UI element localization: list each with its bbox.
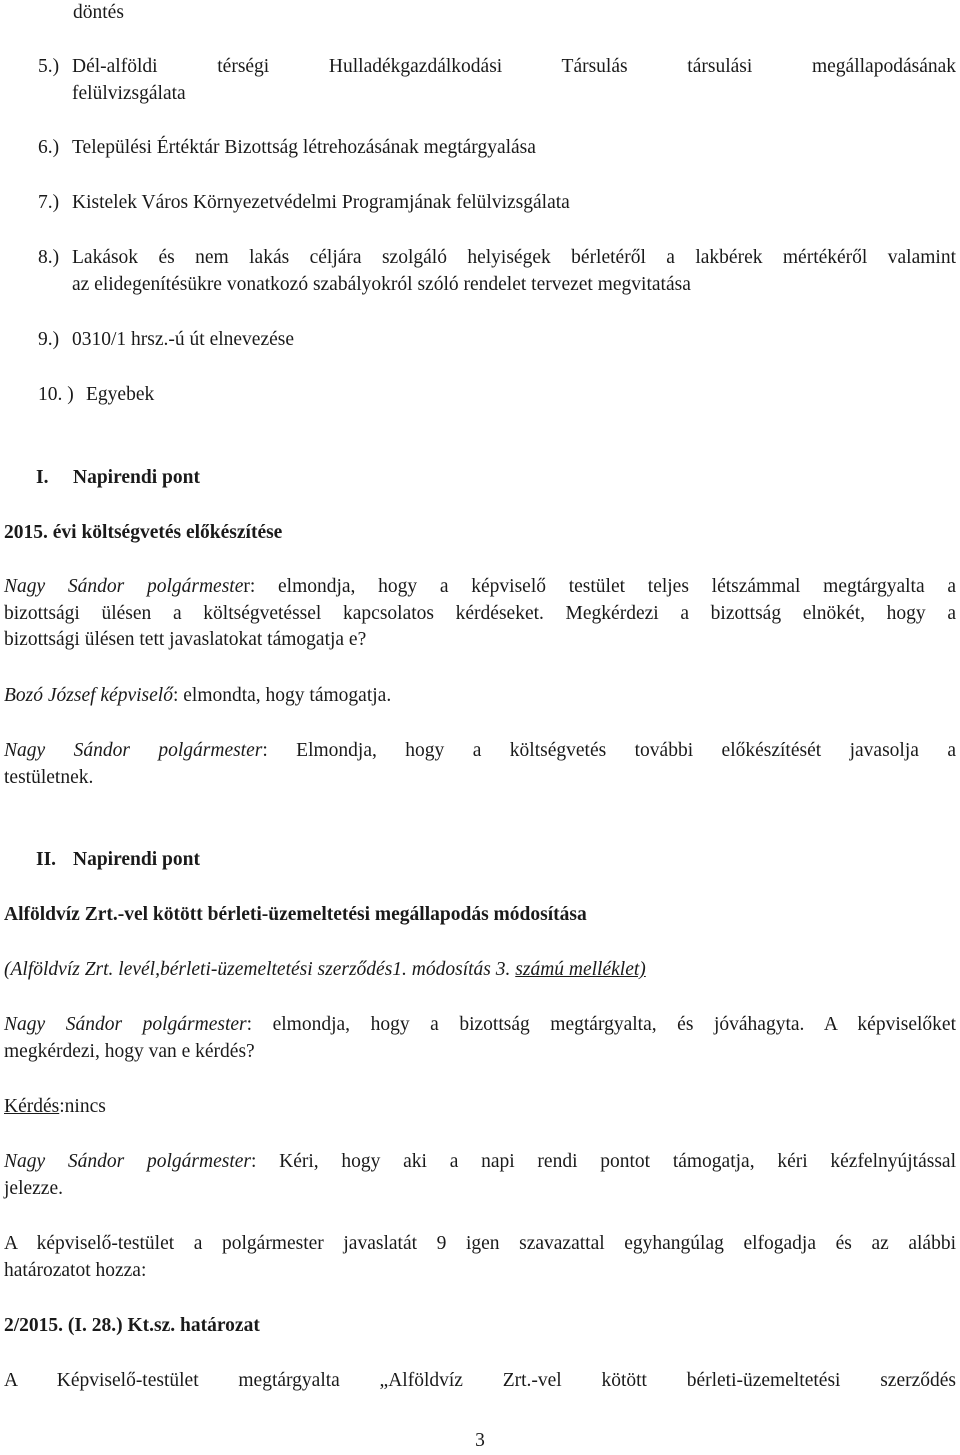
item-text: Egyebek xyxy=(86,384,155,405)
list-item xyxy=(38,135,956,162)
item-text: 0310/1 hrsz.-ú út elnevezése xyxy=(72,329,295,350)
paragraph xyxy=(4,738,956,791)
resolution-text: A Képviselő-testület megtárgyalta „Alföldvíz Zrt.-vel kötött bérleti-üzemeltetési szerződés xyxy=(4,1370,956,1391)
speaker-name: Bozó József képviselő xyxy=(4,685,173,706)
paragraph-text: : elmondja, hogy a bizottság megtárgyalta, és jóváhagyta. A képviselőket xyxy=(246,1014,956,1035)
text-fragment: döntés xyxy=(73,2,124,23)
paragraph xyxy=(4,1012,956,1065)
paragraph-text: A képviselő-testület a polgármester javaslatát 9 igen szavazattal egyhangúlag elfogadja és az alábbi xyxy=(4,1233,956,1254)
paragraph-text: bizottsági ülésen a költségvetéssel kapcsolatos kérdéseket. Megkérdezi a bizottság elnökét, hogy a xyxy=(4,602,956,624)
item-number: 7.) xyxy=(38,192,60,213)
speaker-name: Nagy Sándor polgármeste xyxy=(4,576,244,597)
list-item xyxy=(38,382,956,409)
speaker-name: Nagy Sándor polgármester xyxy=(4,1014,247,1035)
paragraph xyxy=(4,1149,956,1202)
attachment-note xyxy=(4,957,646,984)
item-text-cont: felülvizsgálata xyxy=(72,82,186,104)
section-heading: Napirendi pont xyxy=(73,467,200,488)
item-number: 5.) xyxy=(38,56,60,77)
item-number: 9.) xyxy=(38,329,60,350)
paragraph-text: testületnek. xyxy=(4,766,94,788)
question-line xyxy=(4,1094,106,1121)
speaker-name: Nagy Sándor polgármester xyxy=(4,740,263,761)
section-heading: Napirendi pont xyxy=(73,849,200,870)
paragraph-text: r: elmondja, hogy a képviselő testület teljes létszámmal megtárgyalta a xyxy=(243,576,956,597)
list-item xyxy=(38,327,956,354)
paragraph-text: : Elmondja, hogy a költségvetés további előkészítését javasolja a xyxy=(262,740,956,761)
list-item xyxy=(38,245,956,298)
question-label: Kérdés xyxy=(4,1096,60,1117)
section-subject: 2015. évi költségvetés előkészítése xyxy=(4,522,283,543)
list-item xyxy=(38,54,956,107)
section-roman: II. xyxy=(36,849,57,870)
paragraph-text: : elmondta, hogy támogatja. xyxy=(172,685,392,706)
resolution-id: 2/2015. (I. 28.) Kt.sz. határozat xyxy=(4,1315,260,1336)
item-number: 6.) xyxy=(38,137,60,158)
item-number: 8.) xyxy=(38,247,60,268)
attachment-text: (Alföldvíz Zrt. levél,bérleti-üzemeltetési szerződés1. módosítás 3. xyxy=(4,959,516,980)
vote-paragraph xyxy=(4,1231,956,1284)
question-value: :nincs xyxy=(59,1096,106,1117)
item-text-cont: az elidegenítésükre vonatkozó szabályokról szóló rendelet tervezet megvitatása xyxy=(72,273,691,295)
paragraph-text: megkérdezi, hogy van e kérdés? xyxy=(4,1040,255,1062)
paragraph-text: határozatot hozza: xyxy=(4,1259,147,1281)
paragraph xyxy=(4,574,956,654)
section-roman: I. xyxy=(36,467,49,488)
item-text: Kistelek Város Környezetvédelmi Programjának felülvizsgálata xyxy=(72,192,570,213)
paragraph-text: : Kéri, hogy aki a napi rendi pontot támogatja, kéri kézfelnyújtással xyxy=(250,1151,956,1172)
item-number: 10. ) xyxy=(38,384,74,405)
paragraph-text: jelezze. xyxy=(4,1177,63,1199)
attachment-link: számú melléklet) xyxy=(515,959,646,980)
paragraph xyxy=(4,683,391,710)
item-text: Települési Értéktár Bizottság létrehozásának megtárgyalása xyxy=(72,137,536,158)
paragraph-text: bizottsági ülésen tett javaslatokat támogatja e? xyxy=(4,629,367,650)
page-number: 3 xyxy=(475,1430,485,1451)
section-subject: Alföldvíz Zrt.-vel kötött bérleti-üzemeltetési megállapodás módosítása xyxy=(4,904,587,925)
list-item xyxy=(38,190,956,217)
item-text: Lakások és nem lakás céljára szolgáló helyiségek bérletéről a lakbérek mértékéről valamint xyxy=(72,247,956,268)
speaker-name: Nagy Sándor polgármester xyxy=(4,1151,251,1172)
item-text: Dél-alföldi térségi Hulladékgazdálkodási Társulás társulási megállapodásának xyxy=(72,56,956,77)
